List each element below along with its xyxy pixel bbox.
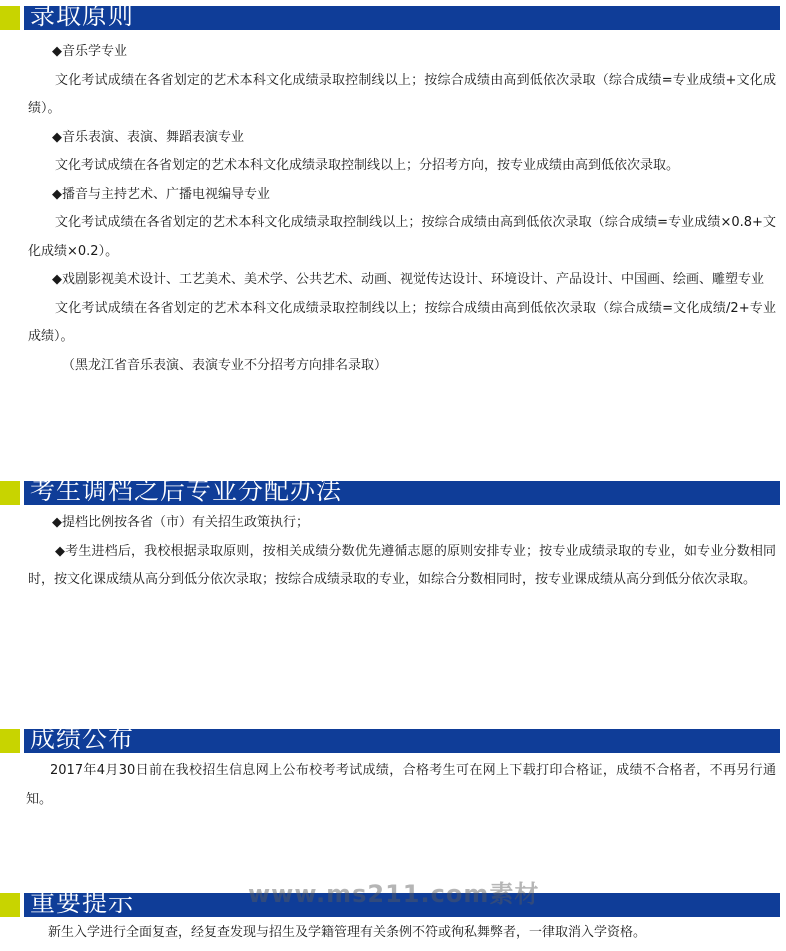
rule-art-design-major: 文化考试成绩在各省划定的艺术本科文化成绩录取控制线以上；按综合成绩由高到低依次录取（综合成绩=文化成绩/2+专业成绩）。: [28, 300, 776, 344]
section-major-allocation: [0, 476, 786, 595]
section-header: [0, 476, 786, 505]
item-broadcasting-major: ◆播音与主持艺术、广播电视编导专业: [52, 186, 270, 202]
watermark: www.ms211.com素材: [248, 880, 540, 908]
rule-allocation: ◆考生进档后，我校根据录取原则，按相关成绩分数优先遵循志愿的原则安排专业；按专业成绩录取的专业，如专业分数相同时，按文化课成绩从高分到低分依次录取；按综合成绩录取的专业，如综合分数相同时，按专业课成绩从高分到低分依次录取。: [28, 543, 776, 587]
section-content: [0, 38, 786, 380]
rule-performance-major: 文化考试成绩在各省划定的艺术本科文化成绩录取控制线以上；分招考方向，按专业成绩由高到低依次录取。: [55, 158, 680, 173]
note-heilongjiang: （黑龙江省音乐表演、表演专业不分招考方向排名录取）: [62, 357, 388, 373]
item-art-design-major: ◆戏剧影视美术设计、工艺美术、美术学、公共艺术、动画、视觉传达设计、环境设计、产品设计、中国画、绘画、雕塑专业: [52, 272, 764, 287]
item-ratio-policy: ◆提档比例按各省（市）有关招生政策执行；: [52, 515, 309, 530]
section-title: 录取原则: [30, 1, 135, 30]
score-release-text: 2017年4月30日前在我校招生信息网上公布校考考试成绩，合格考生可在网上下载打印合格证，成绩不合格者，不再另行通知。: [26, 763, 776, 807]
header-bar: [24, 6, 780, 30]
rule-broadcasting-major: 文化考试成绩在各省划定的艺术本科文化成绩录取控制线以上；按综合成绩由高到低依次录取（综合成绩=专业成绩×0.8+文化成绩×0.2）。: [28, 215, 776, 259]
section-title: 考生调档之后专业分配办法: [30, 476, 343, 505]
header-bar: [24, 729, 780, 753]
section-header: [0, 724, 786, 753]
section-content: [0, 757, 786, 814]
notice-text: 新生入学进行全面复查，经复查发现与招生及学籍管理有关条例不符或徇私舞弊者，一律取消入学资格。: [48, 925, 647, 940]
rule-music-major: 文化考试成绩在各省划定的艺术本科文化成绩录取控制线以上；按综合成绩由高到低依次录取（综合成绩=专业成绩+文化成绩）。: [28, 72, 776, 116]
header-accent: [0, 729, 20, 753]
section-content: [0, 509, 786, 595]
section-score-release: [0, 724, 786, 814]
header-accent: [0, 893, 20, 917]
header-accent: [0, 481, 20, 505]
item-performance-major: ◆音乐表演、表演、舞蹈表演专业: [52, 129, 244, 145]
header-accent: [0, 6, 20, 30]
section-admission-principles: [0, 1, 786, 380]
section-header: [0, 1, 786, 30]
section-content: [0, 919, 786, 948]
section-title: 重要提示: [30, 888, 135, 917]
section-title: 成绩公布: [30, 724, 135, 753]
item-music-major: ◆音乐学专业: [52, 44, 127, 59]
